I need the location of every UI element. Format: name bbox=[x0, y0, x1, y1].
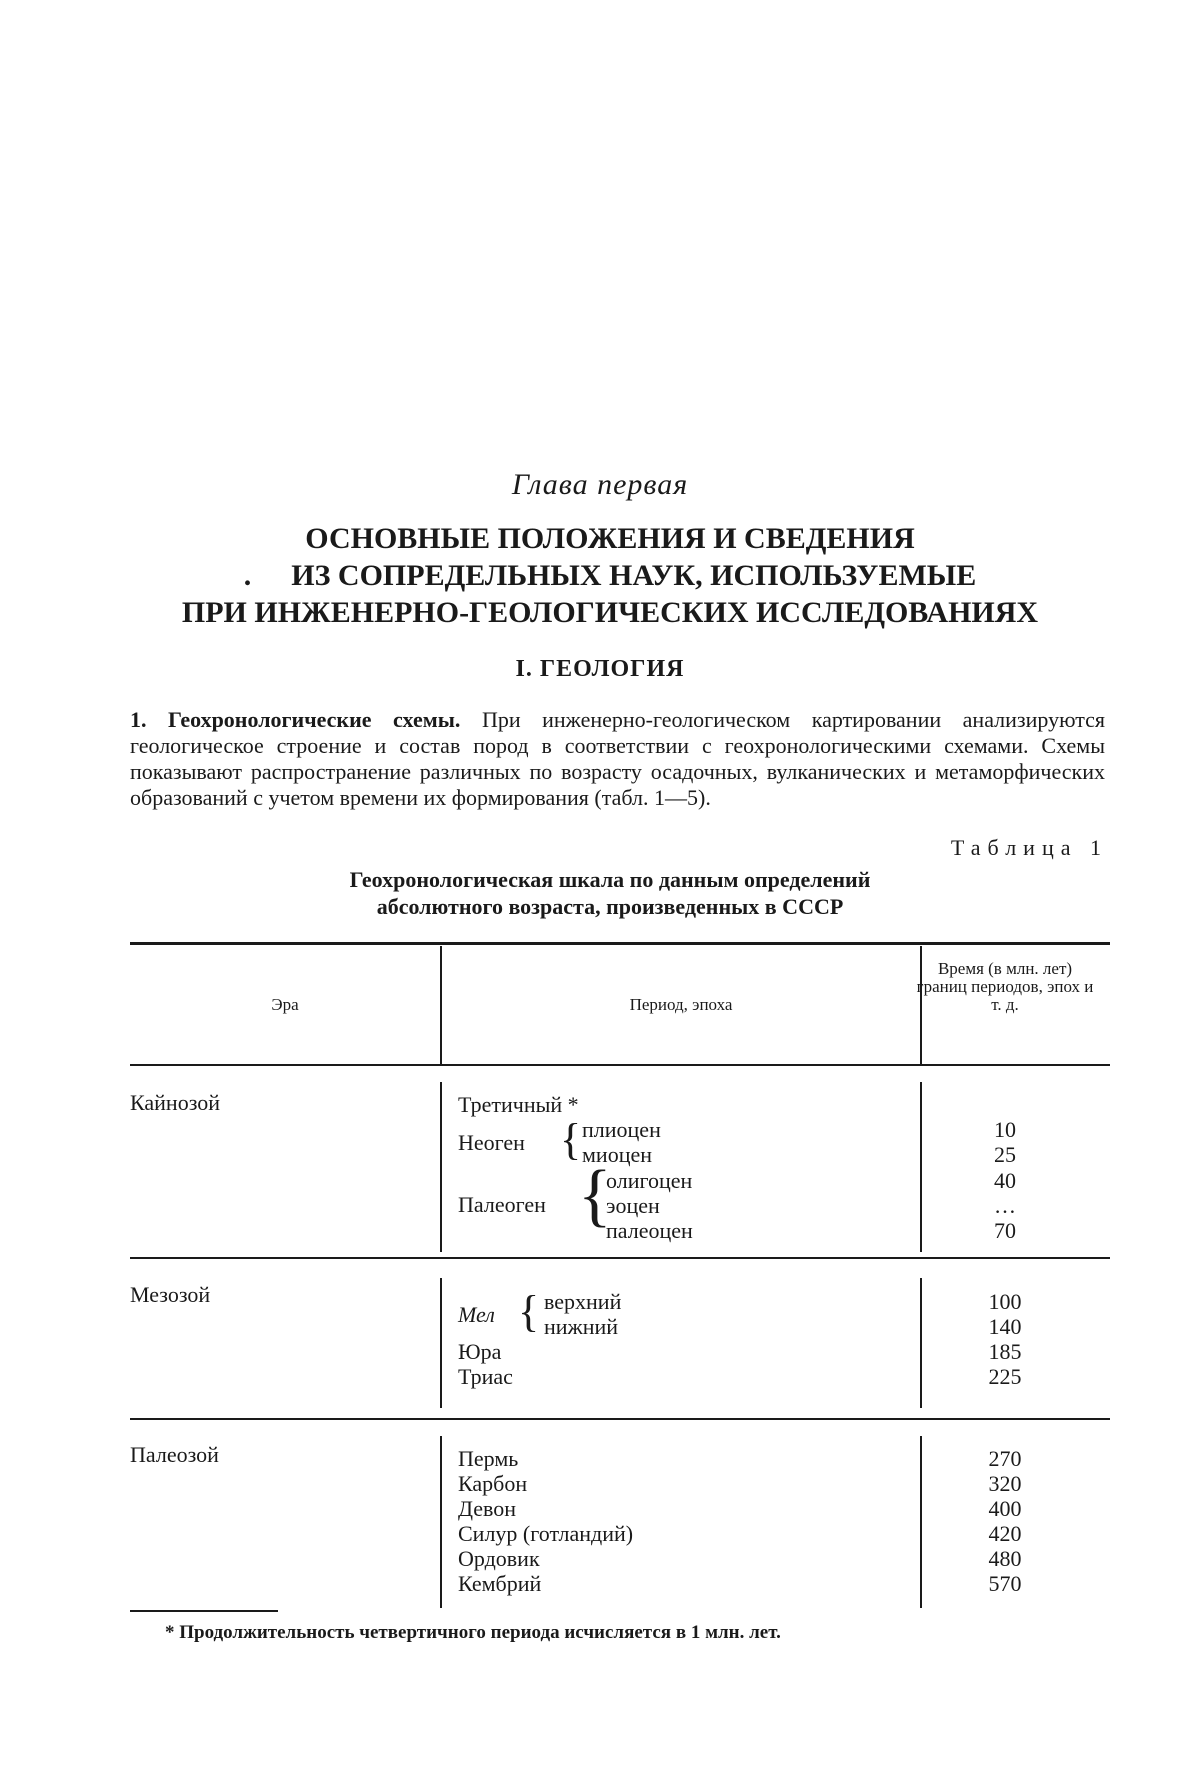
table-title bbox=[200, 866, 1020, 920]
period-silurian: Силур (готландий) bbox=[458, 1521, 633, 1546]
paragraph-text: При инженерно-геологическом картировании анализируются геологическое строение и состав пород в соответствии с геохронологическими схемами. Схемы показывают распространение различных по возрасту осадочных, вулканических и метаморфических образований с учетом времени их формирования (табл. 1—5). bbox=[130, 707, 1105, 810]
time-value: … bbox=[950, 1193, 1060, 1218]
time-value: 100 bbox=[950, 1289, 1060, 1314]
time-value: 270 bbox=[950, 1446, 1060, 1471]
footnote: * Продолжительность четвертичного периода исчисляется в 1 млн. лет. bbox=[165, 1622, 781, 1644]
time-value: 140 bbox=[950, 1314, 1060, 1339]
time-value: 420 bbox=[950, 1521, 1060, 1546]
time-value: 225 bbox=[950, 1364, 1060, 1389]
chapter-title: Глава первая bbox=[0, 468, 1200, 502]
heading-line-3: ПРИ ИНЖЕНЕРНО-ГЕОЛОГИЧЕСКИХ ИССЛЕДОВАНИЯХ bbox=[150, 594, 1070, 631]
table-title-line-2: абсолютного возраста, произведенных в СССР bbox=[200, 893, 1020, 920]
epoch-pliocene: плиоцен bbox=[582, 1117, 661, 1142]
period-devonian: Девон bbox=[458, 1496, 516, 1521]
book-page bbox=[0, 0, 1200, 1776]
table-label: Таблица 1 bbox=[951, 835, 1108, 861]
cretaceous-brace: { bbox=[518, 1288, 539, 1336]
epoch-upper: верхний bbox=[544, 1289, 621, 1314]
epoch-paleocene: палеоцен bbox=[606, 1218, 693, 1243]
time-value: 70 bbox=[950, 1218, 1060, 1243]
time-value: 185 bbox=[950, 1339, 1060, 1364]
header-bottom-rule bbox=[130, 1064, 1110, 1066]
chapter-heading bbox=[150, 520, 1070, 631]
table-top-rule bbox=[130, 942, 1110, 945]
period-tertiary: Третичный * bbox=[458, 1092, 579, 1117]
period-cretaceous: Мел bbox=[458, 1302, 495, 1327]
time-value: 320 bbox=[950, 1471, 1060, 1496]
epoch-miocene: миоцен bbox=[582, 1142, 652, 1167]
paleogene-brace: { bbox=[578, 1158, 612, 1234]
table-title-line-1: Геохронологическая шкала по данным определений bbox=[200, 866, 1020, 893]
paragraph-lead: 1. Геохронологические схемы. bbox=[130, 707, 460, 732]
era-paleozoic: Палеозой bbox=[130, 1442, 219, 1468]
period-jurassic: Юра bbox=[458, 1339, 501, 1364]
table-end-rule bbox=[130, 1610, 278, 1612]
heading-line-2: . ИЗ СОПРЕДЕЛЬНЫХ НАУК, ИСПОЛЬЗУЕМЫЕ bbox=[150, 557, 1070, 594]
neogene-brace: { bbox=[560, 1116, 581, 1164]
paragraph bbox=[130, 707, 1105, 811]
period-ordovician: Ордовик bbox=[458, 1546, 540, 1571]
period-carboniferous: Карбон bbox=[458, 1471, 527, 1496]
period-neogene: Неоген bbox=[458, 1130, 525, 1155]
time-value: 25 bbox=[950, 1142, 1060, 1167]
era-cenozoic: Кайнозой bbox=[130, 1090, 220, 1116]
mesozoic-bottom-rule bbox=[130, 1418, 1110, 1420]
period-cambrian: Кембрий bbox=[458, 1571, 541, 1596]
paleozoic-divider-left bbox=[440, 1436, 442, 1608]
header-time: Время (в млн. лет) границ периодов, эпох и т. д. bbox=[915, 960, 1095, 1014]
epoch-eocene: эоцен bbox=[606, 1193, 660, 1218]
header-period: Период, эпоха bbox=[442, 996, 920, 1014]
paleozoic-divider-right bbox=[920, 1436, 922, 1608]
time-value: 480 bbox=[950, 1546, 1060, 1571]
cenozoic-divider-left bbox=[440, 1082, 442, 1252]
time-value: 40 bbox=[950, 1168, 1060, 1193]
mesozoic-divider-right bbox=[920, 1278, 922, 1408]
epoch-oligocene: олигоцен bbox=[606, 1168, 692, 1193]
cenozoic-divider-right bbox=[920, 1082, 922, 1252]
section-title: I. ГЕОЛОГИЯ bbox=[0, 656, 1200, 683]
epoch-lower: нижний bbox=[544, 1314, 618, 1339]
period-triassic: Триас bbox=[458, 1364, 513, 1389]
cenozoic-bottom-rule bbox=[130, 1257, 1110, 1259]
heading-bullet: . bbox=[244, 559, 252, 592]
period-paleogene: Палеоген bbox=[458, 1192, 546, 1217]
time-value: 570 bbox=[950, 1571, 1060, 1596]
time-value: 400 bbox=[950, 1496, 1060, 1521]
period-permian: Пермь bbox=[458, 1446, 518, 1471]
time-value: 10 bbox=[950, 1117, 1060, 1142]
mesozoic-divider-left bbox=[440, 1278, 442, 1408]
era-mesozoic: Мезозой bbox=[130, 1282, 210, 1308]
header-era: Эра bbox=[130, 996, 440, 1014]
heading-line-1: ОСНОВНЫЕ ПОЛОЖЕНИЯ И СВЕДЕНИЯ bbox=[150, 520, 1070, 557]
